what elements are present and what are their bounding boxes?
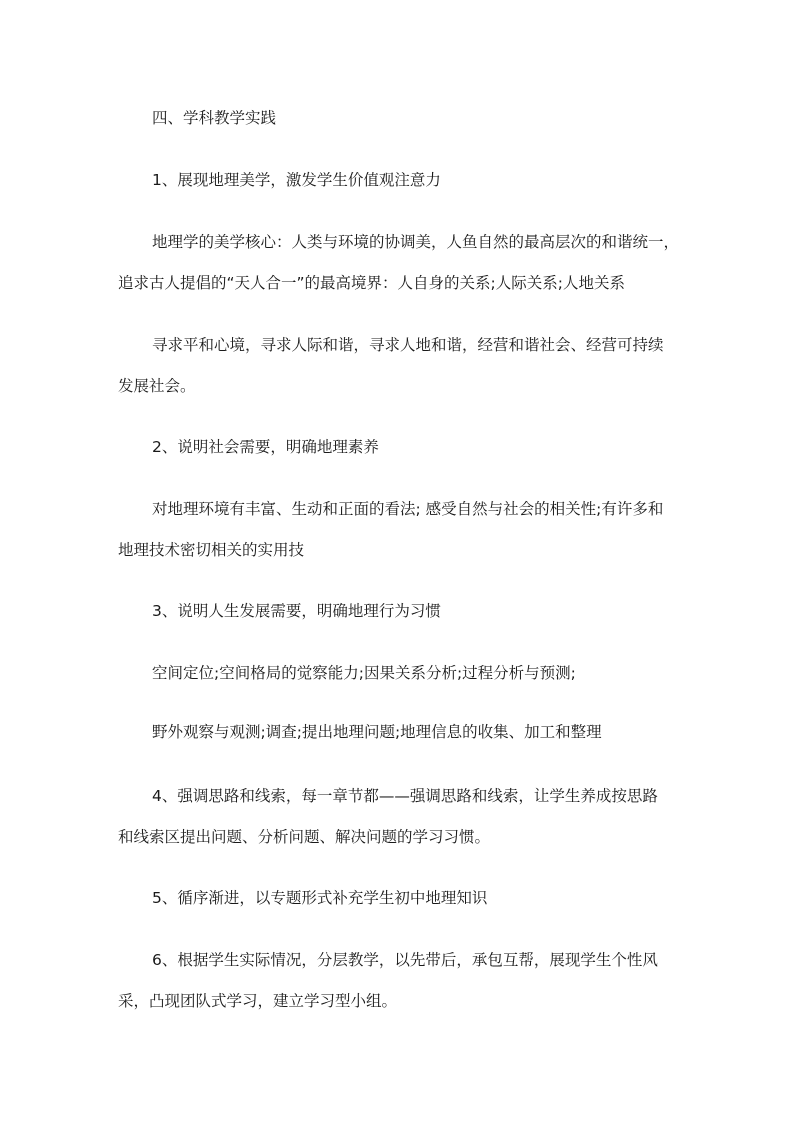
- list-item-5: [118, 888, 680, 908]
- section-heading: [118, 108, 680, 128]
- text-line: 5、循序渐进，以专题形式补充学生初中地理知识: [152, 889, 488, 907]
- text-line: 对地理环境有丰富、生动和正面的看法; 感受自然与社会的相关性;有许多和: [152, 500, 664, 518]
- text-line: 4、强调思路和线索，每一章节都——强调思路和线索，让学生养成按思路: [152, 787, 658, 805]
- text-line: 和线索区提出问题、分析问题、解决问题的学习习惯。: [118, 828, 491, 846]
- text-line: 空间定位;空间格局的觉察能力;因果关系分析;过程分析与预测;: [152, 664, 576, 682]
- text-line: 地理技术密切相关的实用技: [118, 541, 305, 559]
- list-item-6: [118, 950, 680, 1011]
- text-line: 2、说明社会需要，明确地理素养: [152, 438, 379, 456]
- text-line: 地理学的美学核心：人类与环境的协调美，人鱼自然的最高层次的和谐统一，: [152, 233, 680, 251]
- list-item-2: [118, 437, 680, 457]
- list-item-1: [118, 170, 680, 190]
- paragraph-seek: [118, 335, 680, 396]
- list-item-4: [118, 786, 680, 847]
- paragraph-space: [118, 663, 680, 683]
- text-line: 3、说明人生发展需要，明确地理行为习惯: [152, 602, 441, 620]
- text-line: 四、学科教学实践: [152, 109, 277, 127]
- text-line: 采，凸现团队式学习，建立学习型小组。: [118, 992, 398, 1010]
- text-line: 发展社会。: [118, 377, 196, 395]
- text-line: 6、根据学生实际情况，分层教学，以先带后，承包互帮，展现学生个性风: [152, 951, 658, 969]
- paragraph-core: [118, 232, 680, 293]
- paragraph-field: [118, 722, 680, 742]
- text-line: 追求古人提倡的“天人合一”的最高境界：人自身的关系;人际关系;人地关系: [118, 274, 626, 292]
- text-line: 野外观察与观测;调查;提出地理问题;地理信息的收集、加工和整理: [152, 723, 602, 741]
- text-line: 1、展现地理美学，激发学生价值观注意力: [152, 171, 441, 189]
- list-item-3: [118, 601, 680, 621]
- text-line: 寻求平和心境，寻求人际和谐，寻求人地和谐，经营和谐社会、经营可持续: [152, 336, 664, 354]
- paragraph-env: [118, 499, 680, 560]
